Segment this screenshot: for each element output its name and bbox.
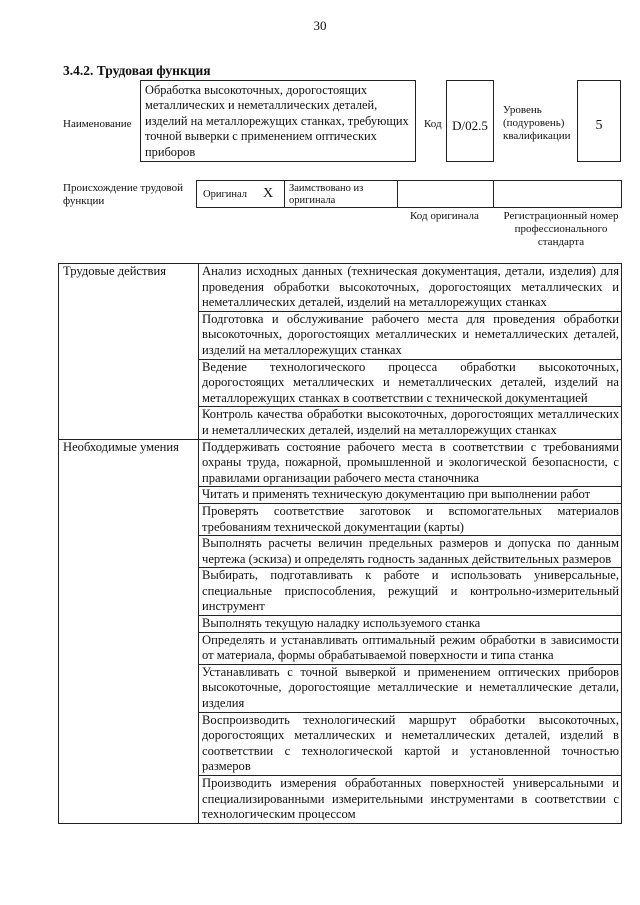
section-label: Трудовые действия bbox=[59, 264, 199, 440]
section-item: Проверять соответствие заготовок и вспомогательных материалов требованиям технической документации (карты) bbox=[199, 503, 622, 535]
name-label: Наименование bbox=[63, 118, 132, 130]
section-item: Выбирать, подготавливать к работе и использовать универсальные, специальные приспособления, режущий и контрольно-измерительный инструмент bbox=[199, 568, 622, 616]
code-label: Код bbox=[424, 118, 442, 130]
section-item: Устанавливать с точной выверкой и применением оптических приборов высокоточные, дорогостоящие металлические и неметаллические детали, изделия bbox=[199, 664, 622, 712]
section-label: Необходимые умения bbox=[59, 439, 199, 823]
section-item: Читать и применять техническую документацию при выполнении работ bbox=[199, 487, 622, 504]
level-label: Уровень (подуровень) квалификации bbox=[503, 104, 571, 142]
code-box bbox=[446, 80, 494, 162]
origin-label: Происхождение трудовой функции bbox=[63, 182, 184, 207]
section-item: Анализ исходных данных (техническая документация, детали, изделия) для проведения обработки высокоточных, дорогостоящих металлических и неметаллических деталей, изделий на металлорежущих станках bbox=[199, 264, 622, 312]
function-name-text: Обработка высокоточных, дорогостоящих металлических и неметаллических деталей, изделий на металлорежущих станках, требующих точной выверки с применением оптических приборов bbox=[145, 83, 409, 159]
section-item: Производить измерения обработанных поверхностей универсальными и специализированными измерительными инструментами в соответствии с технологическим процессом bbox=[199, 776, 622, 824]
level-box bbox=[577, 80, 621, 162]
original-label: Оригинал bbox=[203, 189, 247, 200]
section-item: Выполнять расчеты величин предельных размеров и допуска по данным чертежа (эскиза) и определять годность заданных действительных размеров bbox=[199, 536, 622, 568]
function-name-box bbox=[140, 80, 416, 162]
table-row bbox=[59, 439, 622, 487]
section-item: Определять и устанавливать оптимальный режим обработки в зависимости от материала, формы обрабатываемой поверхности и типа станка bbox=[199, 632, 622, 664]
section-item: Подготовка и обслуживание рабочего места для проведения обработки высокоточных, дорогостоящих металлических и неметаллических деталей, изделий на металлорежущих станках bbox=[199, 311, 622, 359]
registration-caption: Регистрационный номер профессионального стандарта bbox=[503, 210, 619, 248]
function-details-table bbox=[58, 263, 622, 824]
section-item: Контроль качества обработки высокоточных, дорогостоящих металлических и неметаллических деталей, изделий на металлорежущих станках bbox=[199, 407, 622, 439]
origin-grid bbox=[196, 180, 622, 208]
code-original-caption: Код оригинала bbox=[410, 210, 479, 222]
section-title: 3.4.2. Трудовая функция bbox=[63, 63, 211, 78]
section-item: Воспроизводить технологический маршрут обработки высокоточных, дорогостоящих металлических и неметаллических деталей, изделий в соответствии с технологической картой и установленной точностью размеров bbox=[199, 712, 622, 775]
section-item: Выполнять текущую наладку используемого станка bbox=[199, 616, 622, 633]
borrowed-label: Заимствовано из оригинала bbox=[289, 183, 364, 206]
level-value: 5 bbox=[595, 118, 603, 133]
original-mark: X bbox=[263, 186, 274, 201]
page-number: 30 bbox=[313, 18, 327, 33]
code-value: D/02.5 bbox=[452, 118, 488, 133]
section-item: Поддерживать состояние рабочего места в соответствии с требованиями охраны труда, пожарной, промышленной и экологической безопасности, с правилами организации рабочего места станочника bbox=[199, 439, 622, 487]
section-item: Ведение технологического процесса обработки высокоточных, дорогостоящих металлических и неметаллических деталей, изделий на металлорежущих станках в соответствии с технической документацией bbox=[199, 359, 622, 407]
table-row bbox=[59, 264, 622, 312]
